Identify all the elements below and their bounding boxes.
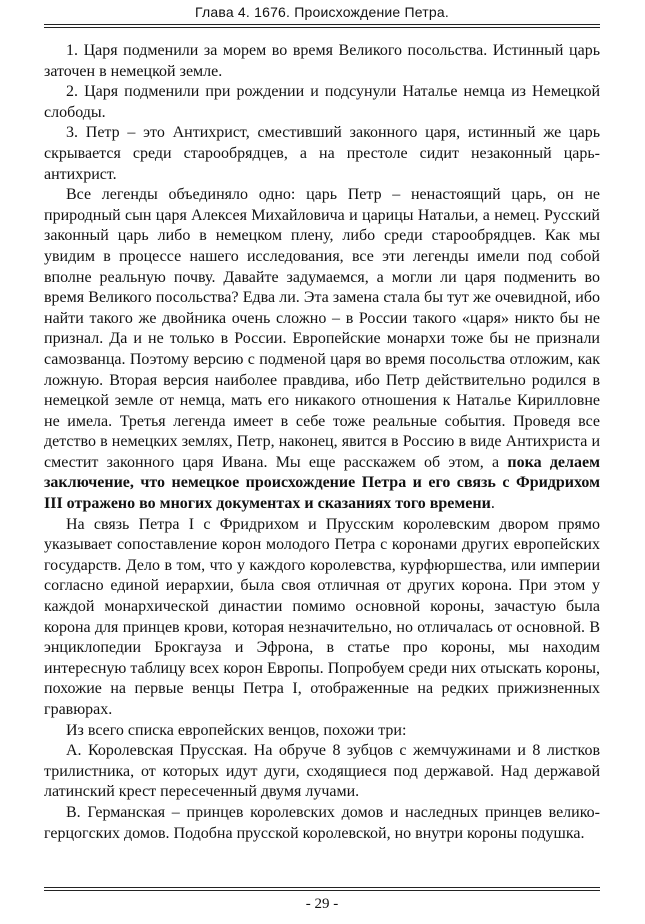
paragraph-crown-b: В. Германская – принцев королевских домов и наследных принцев велико-герцогских домов. Подобна прусской королевской, но внутри короны подушка.: [44, 803, 600, 842]
paragraph-list-intro: Из всего списка европейских венцов, похожи три:: [66, 721, 407, 739]
paragraph-summary-bold-conclusion: пока делаем заключение, что немецкое происхождение Петра и его связь с Фридрихом III отражено во многих документах и сказаниях того времени: [44, 453, 601, 513]
running-header: Глава 4. 1676. Происхождение Петра.: [195, 4, 449, 20]
header-rule-thin: [44, 27, 600, 28]
paragraph-crown-a: А. Королевская Прусская. На обруче 8 зубцов с жемчужинами и 8 листков трилистника, от которых идут дуги, сходящиеся под державой. Над державой латинский крест пересеченный двумя лучами.: [44, 742, 600, 801]
footer-rule: [44, 887, 600, 888]
paragraph-legend-1: 1. Царя подменили за морем во время Великого посольства. Истинный царь заточен в немецкой земле.: [44, 42, 600, 80]
header-rule: [44, 24, 600, 25]
paragraph-summary-tail: .: [490, 495, 495, 513]
page-body: [44, 41, 600, 844]
footer-rule-thin: [44, 890, 600, 891]
paragraph-crowns: На связь Петра I с Фридрихом и Прусским королевским двором прямо указывает сопоставление корон молодого Петра с коронами других европейских государств. Дело в том, что у каждого королевства, курфюршества, или империи согласно единой иерархии, была своя отличная от других корона. При этом у каждой монархической династии помимо основной короны, зачастую была корона для принцев крови, которая незначительно, но отличалась от основной. В энциклопедии Брокгауза и Эфрона, в статье про короны, мы находим интересную таблицу всех корон Европы. Попробуем среди них отыскать короны, похожие на первые венцы Петра I, отображенные на редких прижизненных гравюрах.: [44, 515, 600, 718]
paragraph-summary-text: Все легенды объединяло одно: царь Петр – ненастоящий царь, он не природный сын царя Алексея Михайловича и царицы Натальи, а немец. Русский законный царь либо в немецком плену, либо среди старообрядцев. Как мы увидим в процессе нашего исследования, все эти легенды имели под собой вполне реальную почву. Давайте задумаемся, а могли ли царя подменить во время Великого посольства? Едва ли. Эта замена стала бы тут же очевидной, ибо найти такого же двойника очень сложно – в России такого «царя» никто бы не признал. Да и не только в России. Европейские монархи тоже бы не признали самозванца. Поэтому версию с подменой царя во время посольства отложим, как ложную. Вторая версия наиболее правдива, ибо Петр действительно родился в немецкой земле от немца, мать его никакого отношения к Наталье Кирилловне не имела. Третья легенда имеет в себе тоже реальные события. Проведя все детство в немецких землях, Петр, наконец, явится в Россию в виде Антихриста и сместит законного царя Ивана. Мы еще расскажем об этом, а: [44, 186, 600, 471]
paragraph-legend-3: 3. Петр – это Антихрист, сместивший законного царя, истинный же царь скрывается среди старообрядцев, а на престоле сидит незаконный царь-антихрист.: [44, 124, 600, 183]
paragraph-legend-2: 2. Царя подменили при рождении и подсунули Наталье немца из Немецкой слободы.: [44, 83, 600, 121]
paragraph-summary: [44, 185, 600, 515]
page-number: - 29 -: [305, 896, 339, 912]
